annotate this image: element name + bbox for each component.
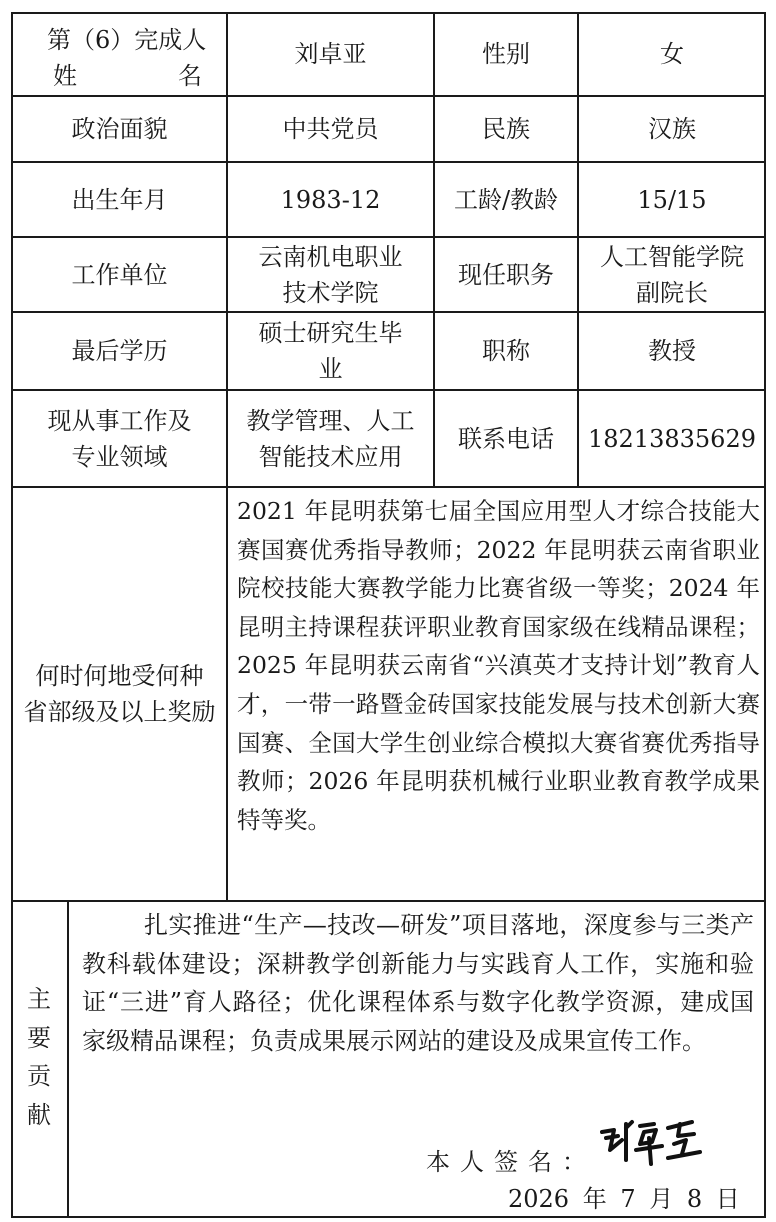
education-value-line: 业 (318, 355, 343, 383)
field-value-line: 智能技术应用 (258, 442, 403, 471)
ethnicity-value: 汉族 (648, 115, 696, 143)
contribution-label (13, 980, 65, 1134)
education-value-cell (228, 313, 433, 389)
seniority-value: 15/15 (637, 185, 707, 214)
contribution-text: 扎实推进“生产—技改—研发”项目落地，深度参与三类产教科载体建设；深耕教学创新能力与实践育人工作，实施和验证“三进”育人路径；优化课程体系与数字化教学资源，建成国家级精品课程；负责成果展示网站的建设及成果宣传工作。 (82, 911, 754, 1055)
education-value-line: 硕士研究生毕 (258, 319, 403, 347)
seniority-label-cell (435, 163, 577, 236)
ethnicity-label-cell (435, 97, 577, 161)
political-value-cell (228, 97, 433, 161)
phone-value-cell (579, 391, 765, 486)
awards-label-line: 何时何地受何种 (35, 662, 204, 690)
employer-value-line: 云南机电职业 (258, 242, 403, 271)
position-label-cell (435, 238, 577, 311)
political-value: 中共党员 (282, 115, 379, 143)
handwritten-signature (596, 1114, 714, 1168)
field-value-line: 教学管理、人工 (246, 406, 415, 435)
birth-value: 1983-12 (280, 185, 381, 214)
position-value-cell (579, 238, 765, 311)
contribution-label-char: 主 (27, 985, 51, 1013)
field-label-line: 现从事工作及 (47, 406, 192, 435)
phone-label-cell (435, 391, 577, 486)
employer-value-cell (228, 238, 433, 311)
column-divider (67, 900, 69, 1218)
gender-value: 女 (660, 40, 684, 68)
position-label: 现任职务 (458, 260, 554, 289)
contribution-label-char: 贡 (27, 1062, 51, 1090)
ethnicity-label: 民族 (482, 115, 530, 143)
name-label-cell (13, 14, 226, 96)
position-value-line: 人工智能学院 (600, 242, 744, 271)
field-label-line: 专业领域 (71, 442, 168, 471)
employer-value-line: 技术学院 (282, 278, 379, 307)
field-label-cell (13, 391, 226, 486)
birth-label: 出生年月 (71, 185, 168, 214)
signature-label: 本人签名： (426, 1148, 596, 1176)
employer-label-cell (13, 238, 226, 311)
completer-index-label: 第（6）完成人 (47, 26, 207, 54)
seniority-value-cell (579, 163, 765, 236)
title-value-cell (579, 313, 765, 389)
gender-label: 性别 (482, 40, 530, 68)
employer-label: 工作单位 (71, 260, 168, 289)
birth-label-cell (13, 163, 226, 236)
title-label-cell (435, 313, 577, 389)
field-value-cell (228, 391, 433, 486)
phone-label: 联系电话 (458, 424, 554, 453)
gender-value-cell (579, 14, 765, 94)
name-label-char-2: 名 (178, 62, 202, 90)
contribution-label-char: 要 (27, 1023, 51, 1052)
seniority-label: 工龄/教龄 (453, 185, 559, 214)
education-label: 最后学历 (71, 337, 168, 365)
signature-date: 2026 年 7 月 8 日 (508, 1185, 740, 1213)
name-value-cell (228, 14, 433, 94)
education-label-cell (13, 313, 226, 389)
name-label-char-1: 姓 (53, 62, 77, 90)
birth-value-cell (228, 163, 433, 236)
title-value: 教授 (648, 337, 696, 365)
name-value: 刘卓亚 (294, 40, 367, 68)
awards-label-line: 省部级及以上奖励 (23, 698, 216, 726)
political-label-cell (13, 97, 226, 161)
awards-text: 2021 年昆明获第七届全国应用型人才综合技能大赛国赛优秀指导教师；2022 年昆明获云南省职业院校技能大赛教学能力比赛省级一等奖；2024 年昆明主持课程获评职业教育国家级在线精品课程；2025 年昆明获云南省“兴滇英才支持计划”教育人才，一带一路暨金砖国家技能发展与技术创新大赛国赛、全国大学生创业综合模拟大赛省赛优秀指导教师；2026 年昆明获机械行业职业教育教学成果特等奖。 (237, 497, 760, 834)
phone-value: 18213835629 (588, 424, 756, 453)
political-label: 政治面貌 (71, 115, 168, 143)
gender-label-cell (435, 14, 577, 94)
contribution-label-char: 献 (27, 1100, 51, 1129)
awards-label-cell (13, 488, 226, 900)
title-label: 职称 (482, 337, 530, 365)
row-divider (11, 900, 766, 902)
position-value-line: 副院长 (636, 278, 708, 307)
ethnicity-value-cell (579, 97, 765, 161)
